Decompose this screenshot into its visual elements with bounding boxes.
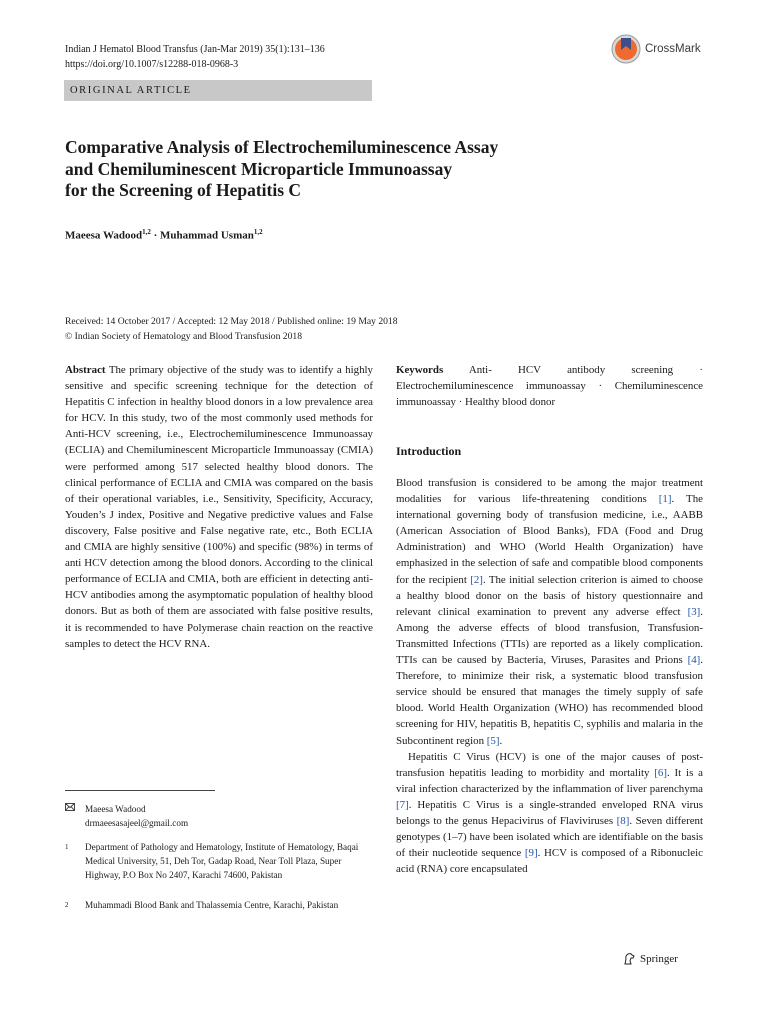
text-run: . Therefore, to minimize their risk, a systematic blood transfusion service should be ensured that manages the timely supply of safe blood. World Health Organization (WHO) has recommended blood screening for HIV, hepatitis B, hepatitis C, syphilis and malaria in the Subcontinent region — [396, 654, 703, 747]
citation-link[interactable]: [1] — [658, 493, 672, 506]
author-affiliation-mark: 1,2 — [253, 228, 263, 236]
publisher-name: Springer — [640, 953, 678, 965]
citation-link[interactable]: [9] — [524, 847, 538, 860]
text-run: Blood transfusion is considered to be among the major treatment modalities for various life-threatening conditions — [396, 477, 703, 506]
text-run: . Among the adverse effects of blood transfusion, Transfusion-Transmitted Infections (TTIs) are reported as a likely complication. TTIs can be caused by Bacteria, Viruses, Parasites and Prions — [396, 605, 703, 667]
corresponding-author — [65, 802, 373, 830]
corresponding-author-name: Maeesa Wadood — [85, 804, 146, 814]
text-run: . Hepatitis C Virus is a single-stranded enveloped RNA virus belongs to the genus Hepacivirus of Flaviviruses — [396, 798, 703, 827]
springer-horse-icon — [622, 952, 636, 966]
author-affiliation-mark: 1,2 — [142, 228, 151, 236]
keywords-label: Keywords — [396, 364, 444, 376]
crossmark-badge[interactable] — [611, 32, 701, 66]
footnote-divider — [65, 790, 215, 791]
crossmark-icon — [611, 32, 641, 66]
copyright-line: © Indian Society of Hematology and Blood Transfusion 2018 — [65, 330, 302, 342]
citation-link[interactable]: [7] — [396, 798, 409, 811]
crossmark-label: CrossMark — [645, 43, 701, 55]
text-run: . HCV is composed of a Ribonucleic acid (RNA) core encapsulated — [396, 847, 703, 876]
text-run: . The international governing body of transfusion medicine, i.e., AABB (American Association of Blood Banks), FDA (Food and Drug Administration) and WHO (World Health Organization) have emphasized in the selection of safe and compatible blood components for the recipient — [396, 493, 703, 586]
doi-link[interactable]: https://doi.org/10.1007/s12288-018-0968-3 — [65, 59, 239, 70]
citation-link[interactable]: [3] — [687, 605, 701, 618]
text-run: . The initial selection criterion is aimed to choose a healthy blood donor on the basis of history questionnaire and relevant clinical examination to prevent any adverse effect — [396, 573, 703, 618]
citation-link[interactable]: [2] — [470, 573, 483, 586]
affiliation-2 — [65, 898, 373, 912]
publisher-logo — [622, 952, 678, 966]
text-run: . Seven different genotypes (1–7) have been isolated which are identifiable on the basis of their nucleotide sequence — [396, 814, 703, 860]
affiliation-1 — [65, 840, 373, 882]
title-line-2: and Chemiluminescent Microparticle Immunoassay — [65, 158, 453, 179]
article-type-banner: ORIGINAL ARTICLE — [64, 80, 372, 101]
section-heading-introduction: Introduction — [396, 444, 462, 458]
envelope-icon — [65, 802, 85, 830]
text-run: . It is a viral infection characterized by the inflammation of liver parenchyma — [396, 766, 703, 795]
affiliation-text: Muhammadi Blood Bank and Thalassemia Centre, Karachi, Pakistan — [85, 900, 339, 910]
affiliation-number: 1 — [65, 843, 69, 851]
text-run: . — [499, 734, 503, 747]
abstract-text: The primary objective of the study was to identify a highly sensitive and specific screening technique for the detection of Hepatitis C infection in healthy blood donors in a low prevalence area for HCV. In this study, two of the most commonly used methods for Anti-HCV screening, i.e., Electrochemiluminescence Immunoassay (ECLIA) and Chemiluminescent Microparticle Immunoassay (CMIA) were performed among 517 selected healthy blood donors. The clinical performance of ECLIA and CMIA was compared on the basis of their operational variables, i.e., Sensitivity, Specificity, Accuracy, Youden’s J index, Positive and Negative predictive values and False discovery, False positive and False negative rate, etc., Both ECLIA and CMIA are highly sensitive (100%) and specific (98%) in terms of anti HCV detection among the blood donors. According to the clinical performance of ECLIA and CMIA, both are efficient in detecting anti-HCV antibodies among the asymptomatic population of healthy blood donors. But as both of them are associated with false positive results, it is recommended to have Polymerase chain reaction on the reactive samples to detect the HCV RNA. — [65, 364, 373, 650]
publication-dates — [65, 315, 398, 344]
citation-link[interactable]: [6] — [654, 766, 667, 779]
title-line-1: Comparative Analysis of Electrochemiluminescence Assay — [65, 137, 499, 157]
text-run: Hepatitis C Virus (HCV) is one of the major causes of post-transfusion hepatitis leading to morbidity and mortality — [396, 750, 703, 779]
author-separator: · — [150, 229, 161, 242]
intro-paragraph-1 — [396, 475, 703, 749]
abstract-block — [65, 362, 373, 652]
journal-citation — [65, 42, 325, 72]
journal-line: Indian J Hematol Blood Transfus (Jan-Mar 2019) 35(1):131–136 — [65, 44, 325, 55]
affiliation-number: 2 — [65, 901, 69, 909]
affiliation-text: Department of Pathology and Hematology, Institute of Hematology, Baqai Medical University, 51, Deh Tor, Gadap Road, Near Toll Plaza, Super Highway, P.O Box No 2407, Karachi 74600, Pakistan — [85, 842, 359, 880]
citation-link[interactable]: [4] — [687, 654, 701, 667]
citation-link[interactable]: [8] — [616, 814, 630, 827]
author-name[interactable]: Maeesa Wadood — [65, 229, 143, 242]
history-dates: Received: 14 October 2017 / Accepted: 12 May 2018 / Published online: 19 May 2018 — [65, 316, 398, 327]
author-name[interactable]: Muhammad Usman — [160, 229, 254, 242]
keywords-text: Anti- HCV antibody screening · Electrochemiluminescence immunoassay · Chemiluminescence immunoassay · Healthy blood donor — [396, 364, 703, 409]
corresponding-author-email[interactable]: drmaeesasajeel@gmail.com — [85, 818, 189, 828]
keywords-block — [396, 362, 703, 410]
title-line-3: for the Screening of Hepatitis C — [65, 180, 302, 200]
introduction-body — [396, 475, 703, 877]
citation-link[interactable]: [5] — [486, 734, 500, 747]
intro-paragraph-2 — [396, 749, 703, 878]
article-title — [65, 137, 625, 202]
author-list — [65, 228, 263, 242]
abstract-label: Abstract — [65, 364, 106, 376]
